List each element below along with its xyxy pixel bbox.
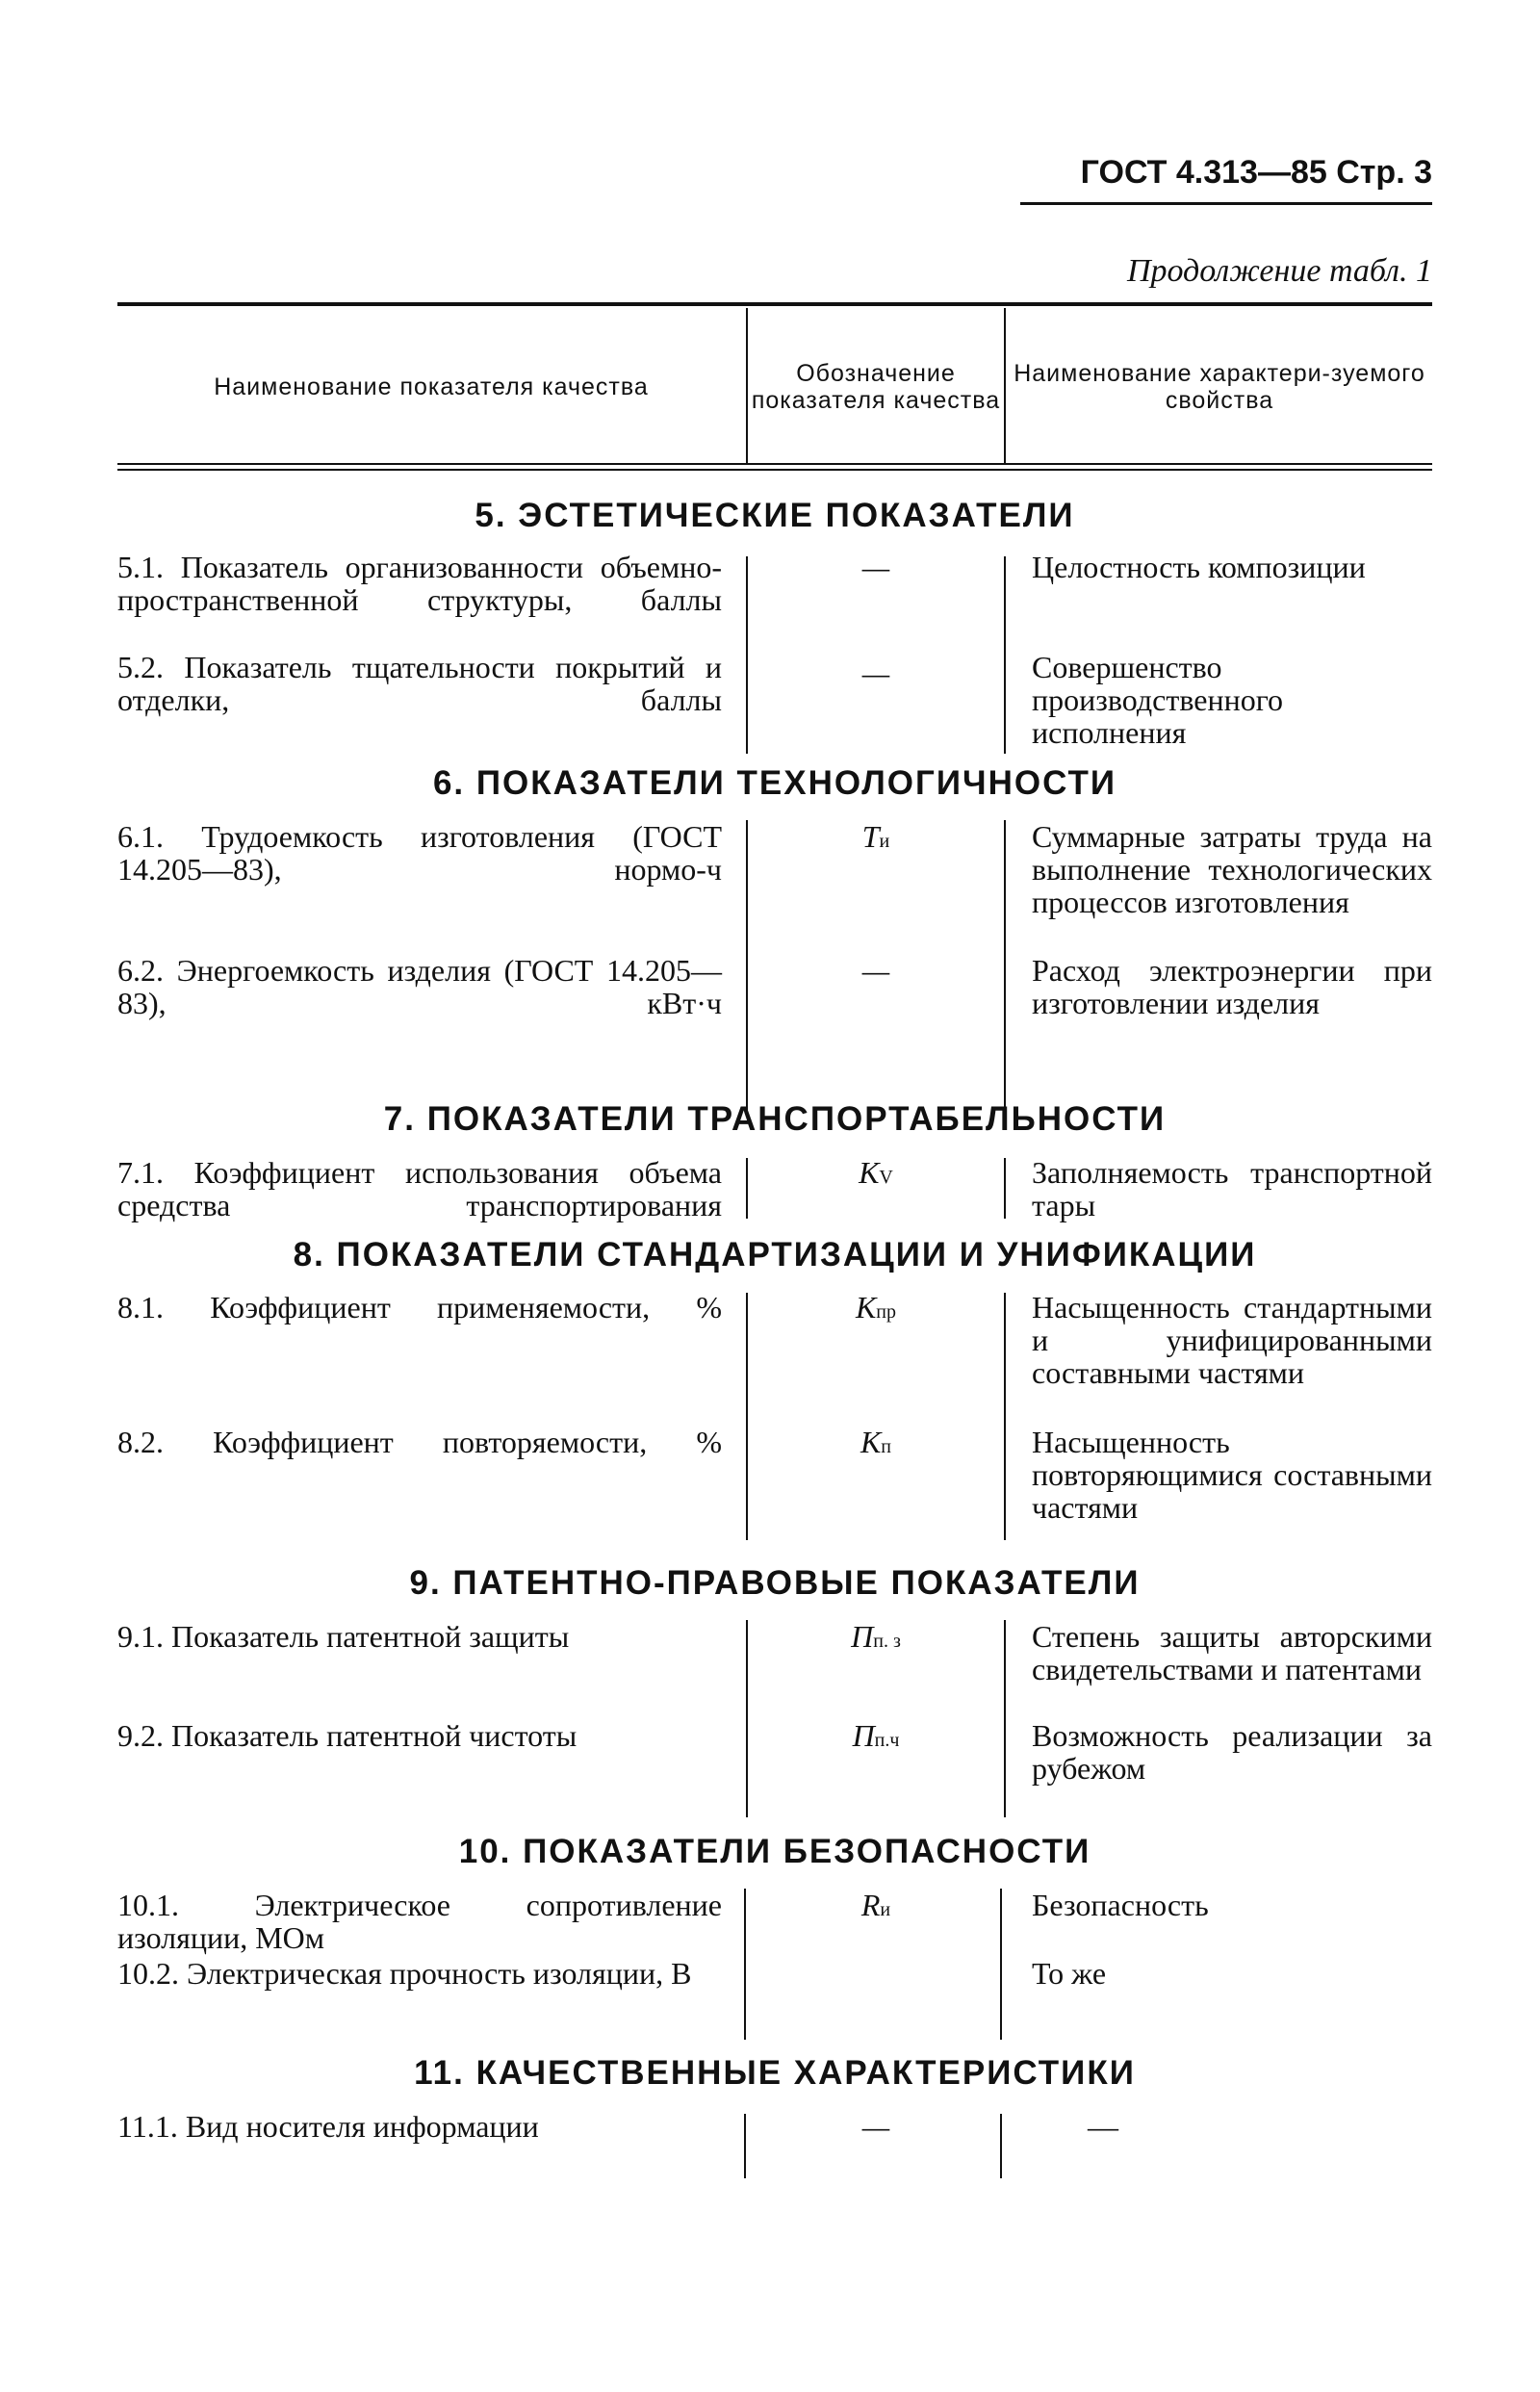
column-divider [1000, 1889, 1002, 2040]
property-name: Безопасность [1032, 1888, 1209, 1922]
column-divider [746, 1158, 748, 1219]
column-divider [1004, 1158, 1006, 1219]
indicator-name: 6.2. Энергоемкость изделия (ГОСТ 14.205—83), кВт·ч [117, 953, 722, 1020]
indicator-designation: — [861, 2109, 890, 2144]
property-name: Насыщенность повторяющимися составными частями [1032, 1425, 1432, 1525]
indicator-designation: Пп. з [851, 1619, 901, 1654]
page-header: ГОСТ 4.313—85 Стр. 3 [1080, 154, 1432, 191]
property-name: То же [1032, 1956, 1107, 1991]
property-name: Совершенство производственного исполнения [1032, 650, 1284, 750]
column-divider [746, 308, 748, 464]
column-divider [746, 1293, 748, 1540]
column-divider [744, 2114, 746, 2178]
column-header-property: Наименование характери-зуемого свойства [1014, 360, 1425, 414]
section-title: 5. ЭСТЕТИЧЕСКИЕ ПОКАЗАТЕЛИ [475, 497, 1075, 534]
indicator-designation: Ти [861, 819, 890, 854]
property-name: Целостность композиции [1032, 550, 1366, 584]
indicator-designation: — [861, 656, 890, 690]
indicator-name: 10.2. Электрическая прочность изоляции, В [117, 1956, 692, 1991]
section-title: 7. ПОКАЗАТЕЛИ ТРАНСПОРТАБЕЛЬНОСТИ [383, 1100, 1167, 1138]
property-name: Степень защиты авторскими свидетельствами и патентами [1032, 1619, 1432, 1686]
column-divider [746, 1620, 748, 1817]
indicator-designation: Кпр [856, 1290, 896, 1325]
indicator-designation: Кп [860, 1425, 891, 1459]
header-rule [1020, 202, 1432, 205]
column-divider [744, 1889, 746, 2040]
table-top-rule [117, 302, 1432, 306]
indicator-designation: Пп.ч [852, 1718, 900, 1753]
indicator-name: 7.1. Коэффициент использования объема средства транспортирования [117, 1155, 722, 1222]
indicator-name: 8.2. Коэффициент повторяемости, % [117, 1425, 722, 1459]
indicator-designation: — [861, 953, 890, 988]
property-name: Возможность реализации за рубежом [1032, 1718, 1432, 1786]
column-header-name: Наименование показателя качества [214, 373, 649, 400]
property-name: Заполняемость транспортной тары [1032, 1155, 1432, 1222]
indicator-name: 10.1. Электрическое сопротивление изоляции, МОм [117, 1888, 722, 1955]
property-name: — [1088, 2109, 1118, 2144]
continuation-label: Продолжение табл. 1 [1126, 253, 1432, 289]
section-title: 9. ПАТЕНТНО-ПРАВОВЫЕ ПОКАЗАТЕЛИ [409, 1564, 1141, 1602]
header-bottom-rule [117, 463, 1432, 465]
property-name: Расход электроэнергии при изготовлении изделия [1032, 953, 1432, 1020]
indicator-name: 11.1. Вид носителя информации [117, 2109, 539, 2144]
header-bottom-rule-double [117, 469, 1432, 471]
section-title: 6. ПОКАЗАТЕЛИ ТЕХНОЛОГИЧНОСТИ [432, 764, 1117, 802]
column-divider [1000, 2114, 1002, 2178]
column-divider [1004, 1620, 1006, 1817]
column-divider [746, 556, 748, 754]
indicator-name: 5.1. Показатель организованности объемно-пространственной структуры, баллы [117, 550, 722, 617]
column-divider [1004, 820, 1006, 1114]
section-title: 8. ПОКАЗАТЕЛИ СТАНДАРТИЗАЦИИ И УНИФИКАЦИИ [293, 1236, 1257, 1273]
column-divider [1004, 1293, 1006, 1540]
indicator-name: 8.1. Коэффициент применяемости, % [117, 1290, 722, 1325]
property-name: Насыщенность стандартными и унифицированными составными частями [1032, 1290, 1432, 1390]
indicator-designation: КV [859, 1155, 893, 1190]
indicator-designation: — [861, 550, 890, 584]
indicator-name: 5.2. Показатель тщательности покрытий и отделки, баллы [117, 650, 722, 717]
indicator-designation: Rи [860, 1888, 891, 1922]
indicator-name: 9.2. Показатель патентной чистоты [117, 1718, 578, 1753]
column-divider [1004, 308, 1006, 464]
indicator-name: 6.1. Трудоемкость изготовления (ГОСТ 14.205—83), нормо-ч [117, 819, 722, 887]
section-title: 10. ПОКАЗАТЕЛИ БЕЗОПАСНОСТИ [458, 1833, 1091, 1870]
column-divider [746, 820, 748, 1114]
column-divider [1004, 556, 1006, 754]
indicator-name: 9.1. Показатель патентной защиты [117, 1619, 570, 1654]
property-name: Суммарные затраты труда на выполнение технологических процессов изготовления [1032, 819, 1432, 919]
column-header-designation: Обозначение показателя качества [751, 360, 1001, 414]
section-title: 11. КАЧЕСТВЕННЫЕ ХАРАКТЕРИСТИКИ [414, 2054, 1136, 2092]
